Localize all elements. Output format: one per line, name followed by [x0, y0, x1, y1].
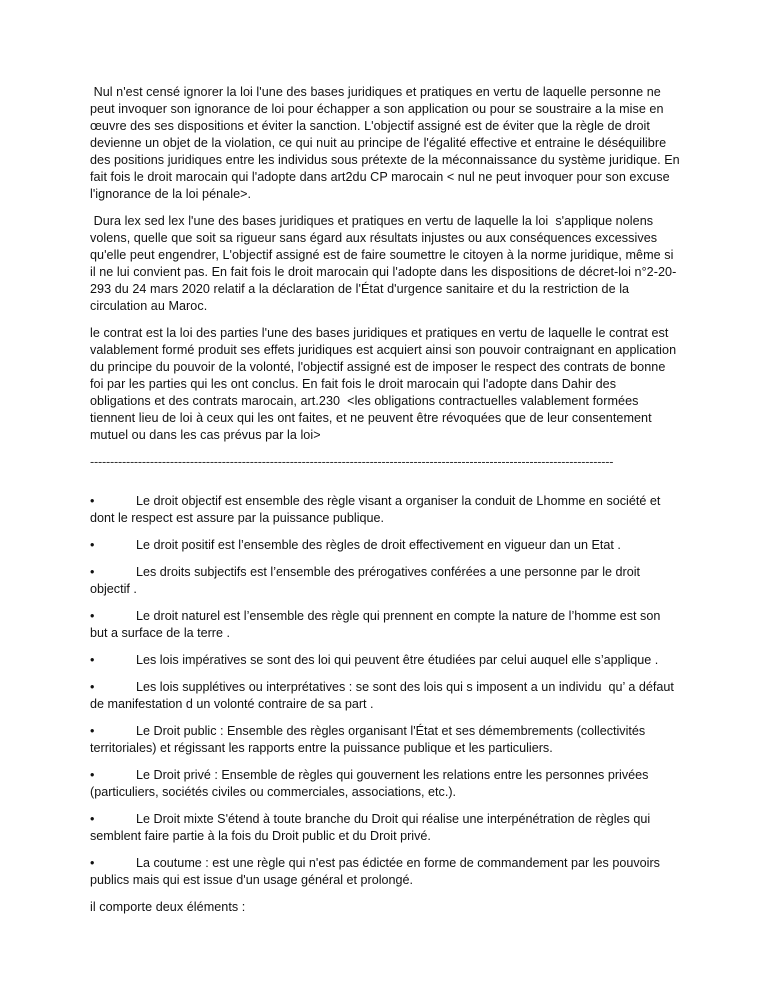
list-item-text: Le Droit mixte S'étend à toute branche du Droit qui réalise une interpénétration de règles qui semblent faire partie à la fois du Droit public et du Droit privé. [90, 812, 654, 843]
bullet-icon: • [90, 768, 95, 782]
bullet-icon: • [90, 494, 95, 508]
list-item-text: Les lois supplétives ou interprétatives : se sont des lois qui s imposent a un individu qu’ a défaut de manifestation d un volonté contraire de sa part . [90, 680, 678, 711]
paragraph-dura-lex: Dura lex sed lex l'une des bases juridiques et pratiques en vertu de laquelle la loi s'applique nolens volens, quelle que soit sa rigueur sans égard aux résultats injustes ou aux conséquences excessives qu'elle peut engendrer, L'objectif assigné est de faire soumettre le citoyen à la norme juridique, même si il ne lui convient pas. En fait fois le droit marocain qui l'adopte dans les dispositions de décret-loi n°2-20-293 du 24 mars 2020 relatif a la déclaration de l'État d'urgence sanitaire et du la restriction de la circulation au Maroc. [90, 214, 678, 313]
bullet-icon: • [90, 680, 95, 694]
bullet-icon: • [90, 538, 95, 552]
bullet-icon: • [90, 653, 95, 667]
list-item-text: La coutume : est une règle qui n'est pas édictée en forme de commandement par les pouvoirs publics mais qui est issue d'un usage général et prolongé. [90, 856, 664, 887]
bullet-icon: • [90, 565, 95, 579]
list-item [90, 652, 680, 669]
dashed-separator: ----------------------------------------------------------------------------------------------------------------------------------- [90, 455, 614, 469]
list-item-text: Les droits subjectifs est l’ensemble des prérogatives conférées a une personne par le droit objectif . [90, 565, 644, 596]
list-item-text: Les lois impératives se sont des loi qui peuvent être étudiées par celui auquel elle s’applique . [136, 653, 659, 667]
list-item-text: Le droit positif est l’ensemble des règles de droit effectivement en vigueur dan un Etat . [136, 538, 621, 552]
bullet-icon: • [90, 609, 95, 623]
list-item [90, 811, 680, 845]
list-item-text: Le droit objectif est ensemble des règle visant a organiser la conduit de Lhomme en société et dont le respect est assure par la puissance publique. [90, 494, 664, 525]
closing-line: il comporte deux éléments : [90, 900, 246, 914]
list-item-text: Le Droit public : Ensemble des règles organisant l'État et ses démembrements (collectivités territoriales) et régissant les rapports entre la puissance publique et les particuliers. [90, 724, 649, 755]
list-item [90, 767, 680, 801]
list-item [90, 493, 680, 527]
bullet-icon: • [90, 812, 95, 826]
list-item [90, 564, 680, 598]
bullet-icon: • [90, 856, 95, 870]
list-item [90, 679, 680, 713]
list-item [90, 855, 680, 889]
list-item [90, 537, 680, 554]
document-page [90, 84, 684, 926]
list-item-text: Le Droit privé : Ensemble de règles qui gouvernent les relations entre les personnes privées (particuliers, sociétés civiles ou commerciales, associations, etc.). [90, 768, 652, 799]
list-item [90, 608, 680, 642]
bullet-icon: • [90, 724, 95, 738]
paragraph-contrat-loi-des-parties: le contrat est la loi des parties l'une des bases juridiques et pratiques en vertu de laquelle le contrat est valablement formé produit ses effets juridiques est acquiert ainsi son pouvoir contraignant en application du principe du pouvoir de la volonté, l'objectif assigné est de imposer le respect des contrats de bonne foi par les parties qui les ont conclus. En fait fois le droit marocain qui l'adopte dans Dahir des obligations et des contrats marocain, art.230 <les obligations contractuelles valablement formées tiennent lieu de loi à ceux qui les ont faites, et ne peuvent être révoquées que de leur consentement mutuel ou dans les cas prévus par la loi> [90, 326, 680, 442]
paragraph-nul-nest-cense: Nul n'est censé ignorer la loi l'une des bases juridiques et pratiques en vertu de laquelle personne ne peut invoquer son ignorance de loi pour échapper a son application ou pour se soustraire a la mise en œuvre des ses dispositions et éviter la sanction. L'objectif assigné est de éviter que la règle de droit devienne un objet de la violation, ce qui nuit au principe de l'égalité effective et entraine le déséquilibre des positions juridiques entre les individus sous prétexte de la méconnaissance du système juridique. En fait fois le droit marocain qui l'adopte dans art2du CP marocain < nul ne peut invoquer pour son excuse l'ignorance de la loi pénale>. [90, 85, 684, 201]
list-item-text: Le droit naturel est l’ensemble des règle qui prennent en compte la nature de l’homme est son but a surface de la terre . [90, 609, 664, 640]
list-item [90, 723, 680, 757]
